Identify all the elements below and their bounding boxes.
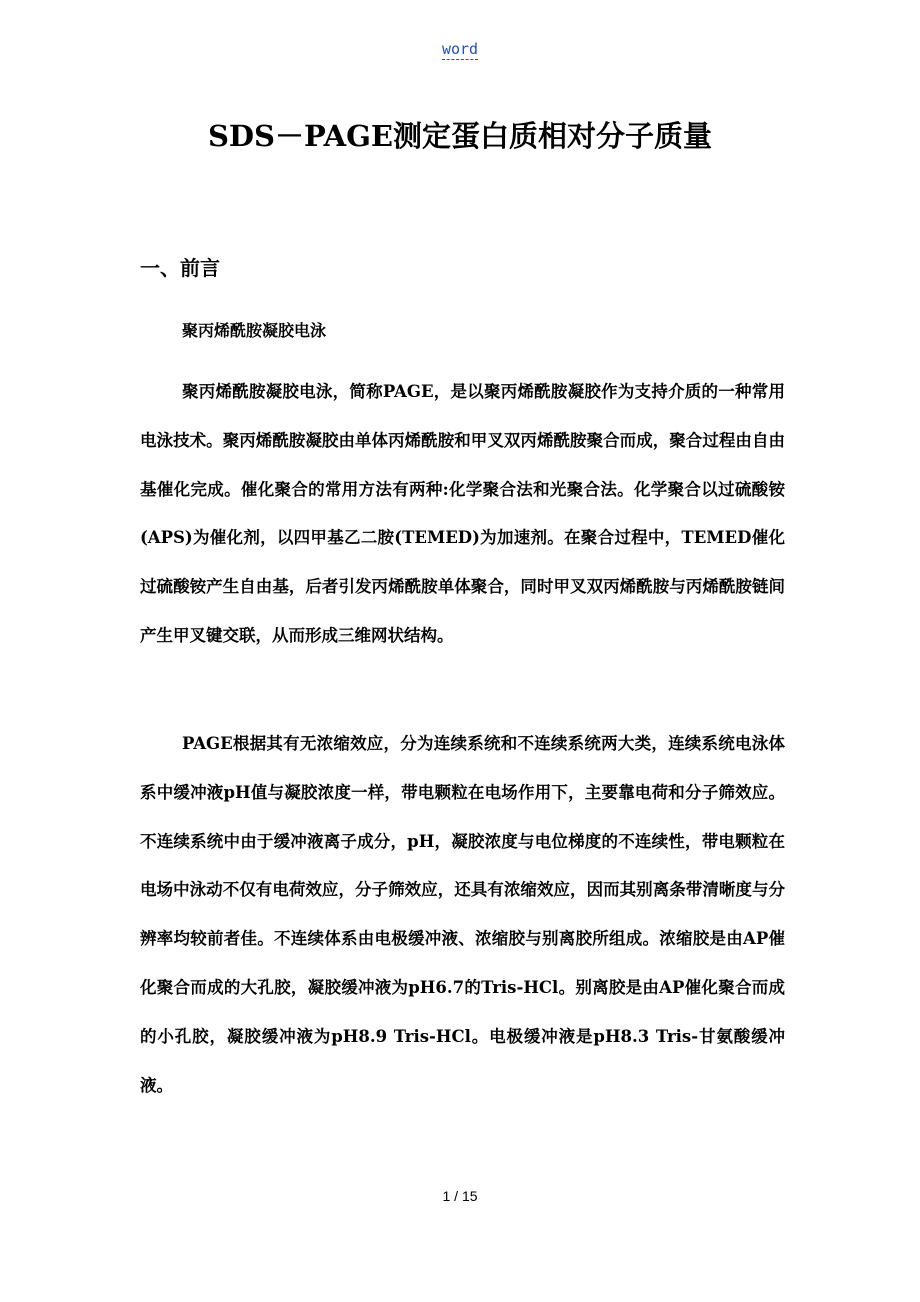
header-word-link[interactable]: word [441, 40, 479, 58]
body-paragraph-1: 聚丙烯酰胺凝胶电泳，简称PAGE，是以聚丙烯酰胺凝胶作为支持介质的一种常用电泳技术。聚丙烯酰胺凝胶由单体丙烯酰胺和甲叉双丙烯酰胺聚合而成，聚合过程由自由基催化完成。催化聚合的常用方法有两种:化学聚合法和光聚合法。化学聚合以过硫酸铵(APS)为催化剂，以四甲基乙二胺(TEMED)为加速剂。在聚合过程中，TEMED催化过硫酸铵产生自由基，后者引发丙烯酰胺单体聚合，同时甲叉双丙烯酰胺与丙烯酰胺链间产生甲叉键交联，从而形成三维网状结构。 [140, 382, 785, 645]
page-number-indicator: 1 / 15 [442, 1188, 478, 1204]
section-heading-preface: 一、前言 [140, 256, 220, 280]
sub-heading-page: 聚丙烯酰胺凝胶电泳 [182, 321, 327, 340]
header-word-link-container [0, 40, 920, 58]
body-paragraph-2: PAGE根据其有无浓缩效应，分为连续系统和不连续系统两大类，连续系统电泳体系中缓冲液pH值与凝胶浓度一样，带电颗粒在电场作用下，主要靠电荷和分子筛效应。不连续系统中由于缓冲液离子成分，pH，凝胶浓度与电位梯度的不连续性，带电颗粒在电场中泳动不仅有电荷效应，分子筛效应，还具有浓缩效应，因而其别离条带清晰度与分辨率均较前者佳。不连续体系由电极缓冲液、浓缩胶与别离胶所组成。浓缩胶是由AP催化聚合而成的大孔胶，凝胶缓冲液为pH6.7的Tris-HCl。别离胶是由AP催化聚合而成的小孔胶，凝胶缓冲液为pH8.9 Tris-HCl。电极缓冲液是pH8.3 Tris-甘氨酸缓冲液。 [140, 734, 785, 1095]
document-title: SDS－PAGE测定蛋白质相对分子质量 [207, 119, 713, 153]
